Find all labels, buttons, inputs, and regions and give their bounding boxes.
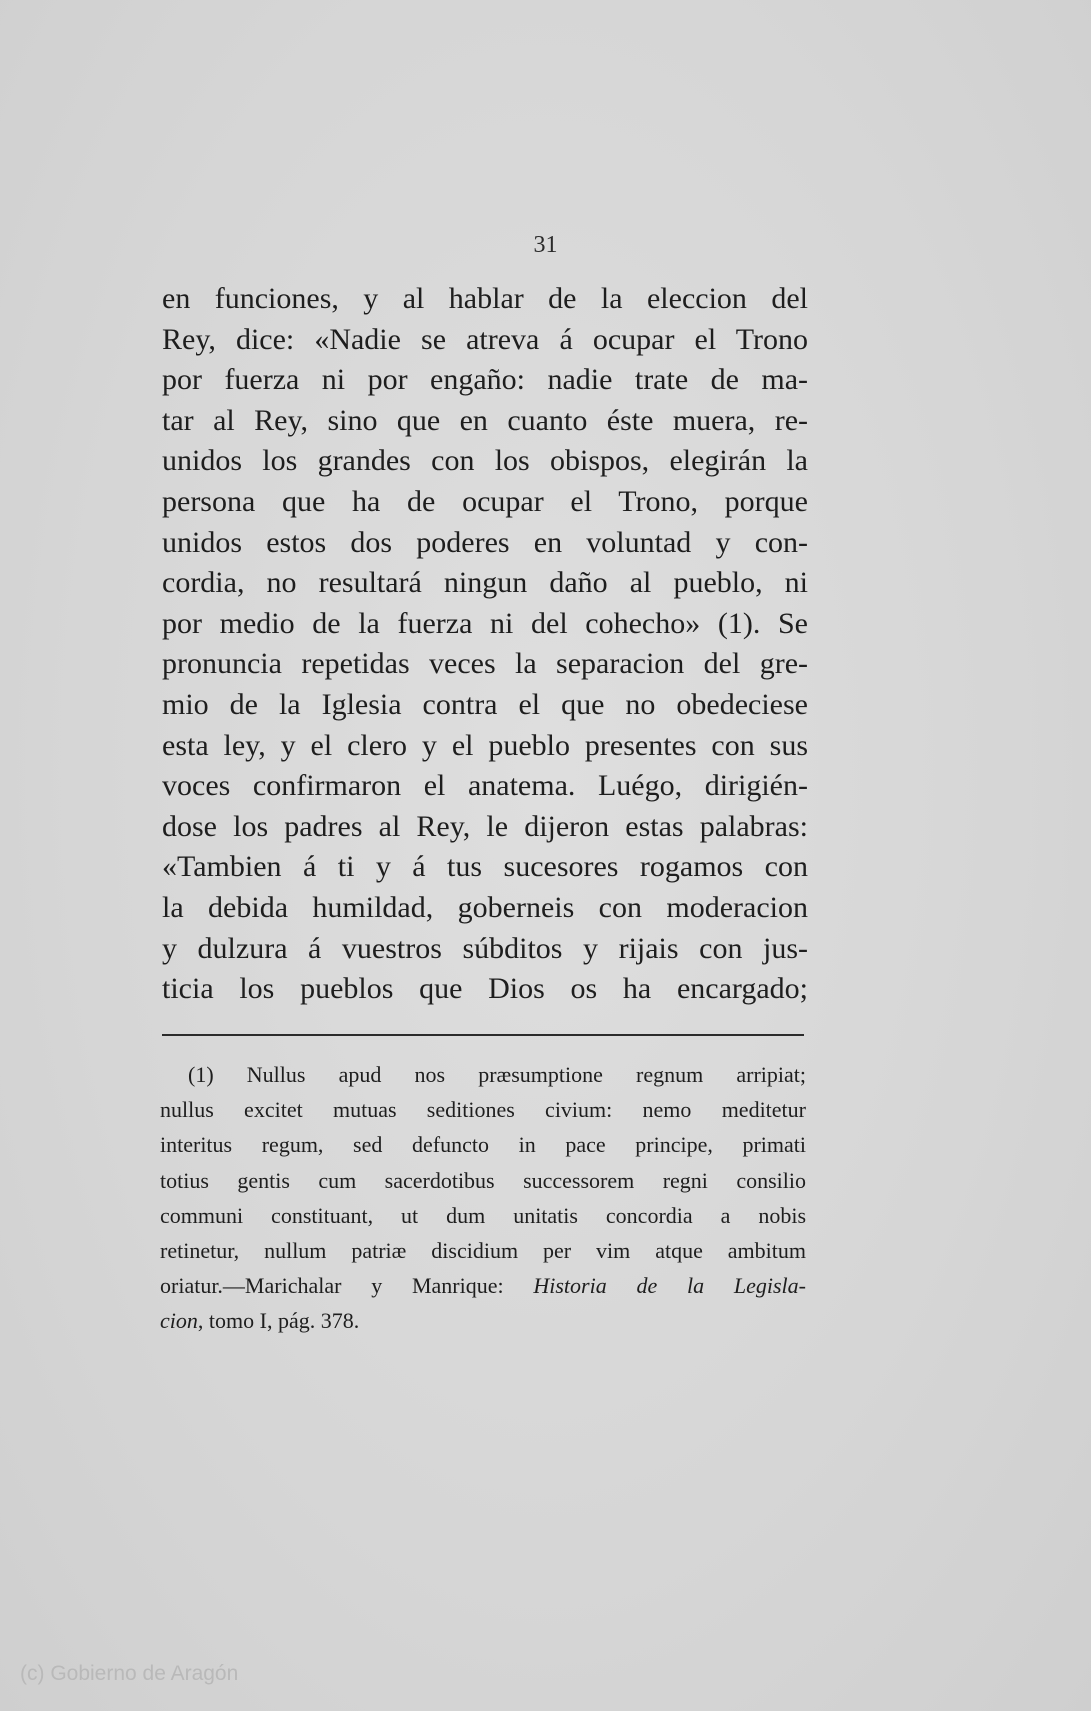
body-line: pronuncia repetidas veces la separacion del gre- bbox=[162, 647, 808, 681]
body-line: dose los padres al Rey, le dijeron estas palabras: bbox=[162, 809, 808, 843]
body-line: mio de la Iglesia contra el que no obedeciese bbox=[162, 687, 808, 721]
footnote-line: communi constituant, ut dum unitatis concordia a nobis bbox=[160, 1202, 806, 1228]
body-line: ticia los pueblos que Dios os ha encargado; bbox=[162, 972, 808, 1006]
body-line: por medio de la fuerza ni del cohecho» (1). Se bbox=[162, 606, 808, 640]
footnote-line: nullus excitet mutuas seditiones civium: nemo meditetur bbox=[160, 1097, 806, 1123]
body-line: «Tambien á ti y á tus sucesores rogamos con bbox=[162, 850, 808, 884]
body-line: Rey, dice: «Nadie se atreva á ocupar el Trono bbox=[162, 322, 808, 356]
footnote-citation-tail: , tomo I, pág. 378. bbox=[197, 1308, 360, 1334]
body-line: la debida humildad, goberneis con moderacion bbox=[162, 890, 808, 924]
footnote-citation-line bbox=[160, 1268, 806, 1303]
body-line: esta ley, y el clero y el pueblo presentes con sus bbox=[162, 728, 808, 762]
body-line: unidos estos dos poderes en voluntad y con- bbox=[162, 525, 808, 559]
page-number: 31 bbox=[533, 232, 558, 258]
body-line: voces confirmaron el anatema. Luégo, dirigién- bbox=[162, 769, 808, 803]
footnote-line: (1) Nullus apud nos præsumptione regnum arripiat; bbox=[188, 1062, 806, 1087]
footnote-citation-author: oriatur.—Marichalar y Manrique: bbox=[160, 1273, 504, 1299]
footnote-line: interitus regum, sed defuncto in pace principe, primati bbox=[160, 1132, 806, 1158]
copyright-watermark: (c) Gobierno de Aragón bbox=[20, 1662, 239, 1685]
footnote-line: totius gentis cum sacerdotibus successorem regni consilio bbox=[160, 1167, 806, 1193]
body-line: tar al Rey, sino que en cuanto éste muera, re- bbox=[162, 403, 808, 437]
footnote-work-title: Historia de la Legisla- bbox=[533, 1273, 806, 1299]
footnote-citation-end-line bbox=[160, 1303, 806, 1338]
footnote-line: retinetur, nullum patriæ discidium per vim atque ambitum bbox=[160, 1237, 806, 1263]
footnote bbox=[160, 1057, 806, 1339]
body-line: en funciones, y al hablar de la eleccion del bbox=[162, 282, 808, 315]
body-line: y dulzura á vuestros súbditos y rijais con jus- bbox=[162, 931, 808, 965]
body-text bbox=[162, 279, 808, 1010]
body-line: por fuerza ni por engaño: nadie trate de ma- bbox=[162, 363, 808, 397]
body-line: unidos los grandes con los obispos, elegirán la bbox=[162, 444, 808, 478]
footnote-separator-rule bbox=[162, 1034, 804, 1036]
body-line: persona que ha de ocupar el Trono, porque bbox=[162, 484, 808, 518]
footnote-work-title-end: cion bbox=[160, 1308, 198, 1334]
body-line: cordia, no resultará ningun daño al pueblo, ni bbox=[162, 566, 808, 600]
